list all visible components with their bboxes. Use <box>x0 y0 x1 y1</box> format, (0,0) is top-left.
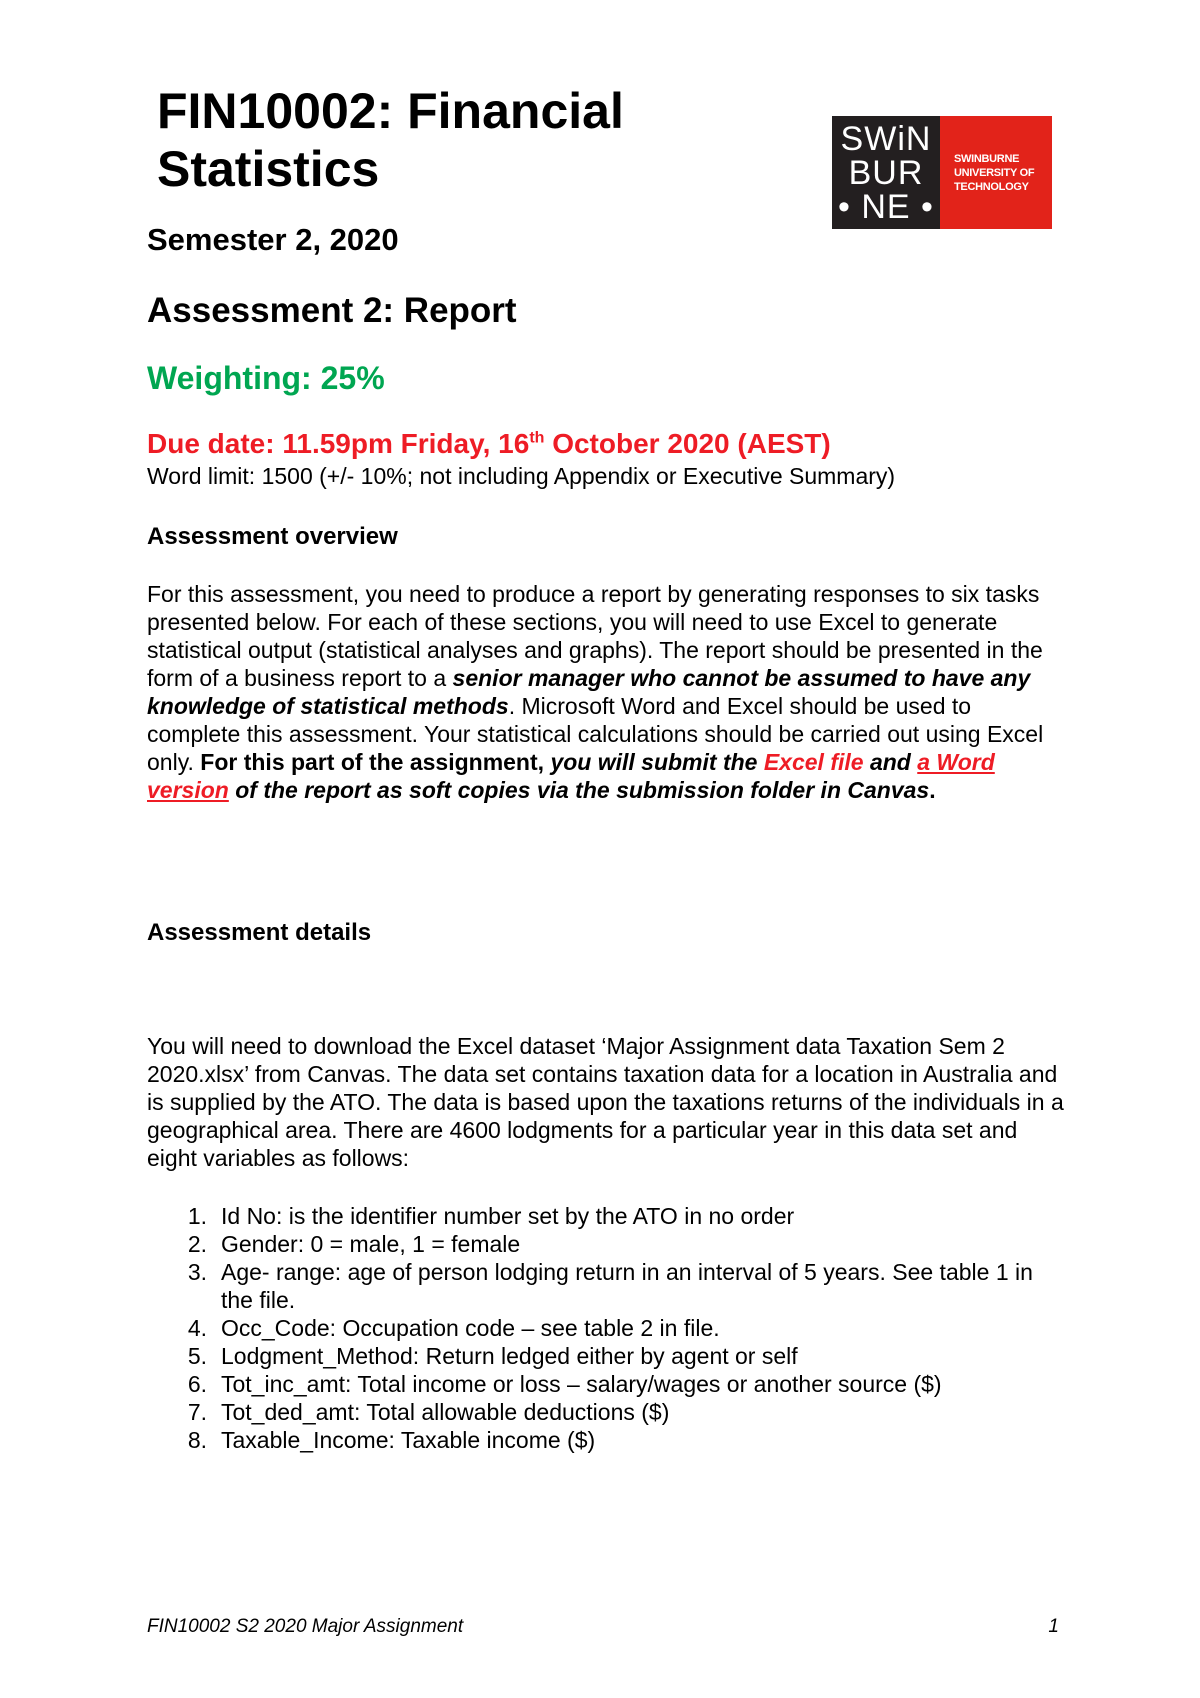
logo-university-name <box>940 116 1052 229</box>
list-item-text: Lodgment_Method: Return ledged either by agent or self <box>221 1343 798 1369</box>
list-item-number: 1. <box>187 1203 207 1229</box>
overview-and: and <box>863 749 918 775</box>
list-item <box>147 1230 1067 1258</box>
weighting-label: Weighting: 25% <box>147 360 385 396</box>
list-item-text: Id No: is the identifier number set by the ATO in no order <box>221 1203 795 1229</box>
list-item-number: 3. <box>187 1259 207 1285</box>
list-item-text: Age- range: age of person lodging return in an interval of 5 years. See table 1 in the file. <box>221 1259 1033 1313</box>
due-date <box>147 428 831 460</box>
overview-period: . <box>929 777 936 803</box>
due-date-main: Due date: 11.59pm Friday, 16 <box>147 428 530 459</box>
overview-paragraph <box>147 580 1067 804</box>
page-number: 1 <box>1048 1616 1059 1637</box>
list-item <box>147 1258 1067 1314</box>
overview-submit-text: you will submit the <box>550 749 764 775</box>
overview-text-2: . Microsoft Word and Excel should be used to complete this assessment. Your statistical calculations should be carried out using Excel only. <box>147 693 1044 775</box>
list-item-text: Gender: 0 = male, 1 = female <box>221 1231 521 1257</box>
list-item <box>147 1398 1067 1426</box>
course-title: FIN10002: Financial Statistics <box>157 83 624 197</box>
due-date-ordinal: th <box>529 429 545 447</box>
list-item-text: Occ_Code: Occupation code – see table 2 in file. <box>221 1315 720 1341</box>
list-item <box>147 1426 1067 1454</box>
logo-name-line-1: SWINBURNE <box>954 152 1020 165</box>
list-item <box>147 1342 1067 1370</box>
list-item-number: 6. <box>187 1371 207 1397</box>
list-item-number: 8. <box>187 1427 207 1453</box>
overview-emphasis-senior-manager: senior manager who cannot be assumed to have any knowledge of statistical methods <box>147 665 1031 719</box>
due-date-rest: October 2020 (AEST) <box>544 428 831 459</box>
overview-text-1: For this assessment, you need to produce a report by generating responses to six tasks presented below. For each of these sections, you will need to use Excel to generate statistical output (statistical analyses and graphs). The report should be presented in the form of a business report to a <box>147 581 1043 691</box>
swinburne-logo <box>832 116 1052 229</box>
logo-name-line-2: UNIVERSITY OF <box>954 166 1035 179</box>
logo-line-2: BUR <box>848 153 924 192</box>
list-item-number: 7. <box>187 1399 207 1425</box>
list-item <box>147 1314 1067 1342</box>
logo-wordmark <box>832 116 940 229</box>
overview-heading: Assessment overview <box>147 523 398 550</box>
semester-label: Semester 2, 2020 <box>147 222 399 257</box>
list-item-text: Tot_ded_amt: Total allowable deductions ($) <box>221 1399 670 1425</box>
list-item-number: 5. <box>187 1343 207 1369</box>
details-heading: Assessment details <box>147 919 372 946</box>
excel-file-highlight: Excel file <box>763 749 864 775</box>
footer-title: FIN10002 S2 2020 Major Assignment <box>147 1616 464 1637</box>
list-item-number: 4. <box>187 1315 207 1341</box>
word-limit: Word limit: 1500 (+/- 10%; not including Appendix or Executive Summary) <box>147 463 896 489</box>
page-footer <box>147 1616 1059 1638</box>
details-paragraph: You will need to download the Excel dataset ‘Major Assignment data Taxation Sem 2 2020.xlsx’ from Canvas. The data set contains taxation data for a location in Australia and is supplied by the ATO. The data is based upon the taxations returns of the individuals in a geographical area. There are 4600 lodgments for a particular year in this data set and eight variables as follows: <box>147 1033 1064 1171</box>
list-item-number: 2. <box>187 1231 207 1257</box>
variables-list <box>147 1202 1067 1454</box>
list-item <box>147 1370 1067 1398</box>
assessment-title: Assessment 2: Report <box>147 291 517 330</box>
list-item-text: Taxable_Income: Taxable income ($) <box>221 1427 596 1453</box>
word-version-highlight: a Word version <box>147 749 995 803</box>
logo-name-line-3: TECHNOLOGY <box>954 180 1029 193</box>
logo-line-1: SWiN <box>840 119 932 158</box>
overview-submission-text: of the report as soft copies via the submission folder in Canvas <box>228 777 930 803</box>
overview-bold-intro: For this part of the assignment, <box>200 749 551 775</box>
list-item-text: Tot_inc_amt: Total income or loss – salary/wages or another source ($) <box>221 1371 942 1397</box>
list-item <box>147 1202 1067 1230</box>
logo-line-3: • NE • <box>838 187 934 226</box>
